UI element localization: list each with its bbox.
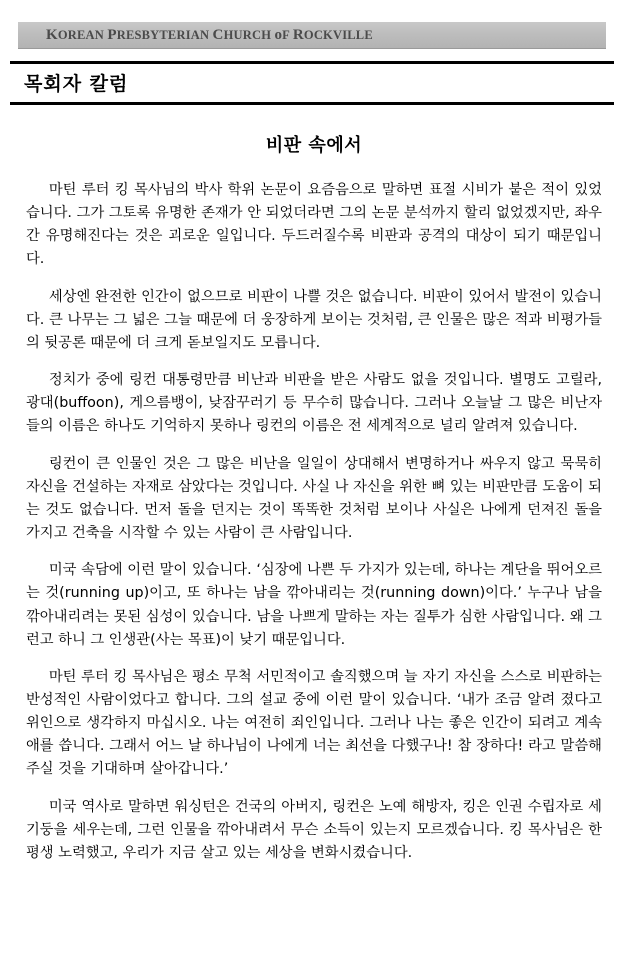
section-header-bar: [10, 61, 614, 105]
article-body: [0, 131, 624, 865]
article-paragraph: 마틴 루터 킹 목사님은 평소 무척 서민적이고 솔직했으며 늘 자기 자신을 스스로 비판하는 반성적인 사람이었다고 합니다. 그의 설교 중에 이런 말이 있습니다. ‘내가 조금 알려 졌다고 위인으로 생각하지 마십시오. 나는 여전히 죄인입니다. 그러나 나는 좋은 인간이 되려고 계속 애를 씁니다. 그래서 어느 날 하나님이 나에게 너는 최선을 다했구나! 참 장하다! 라고 말씀해 주실 것을 기대하며 살아갑니다.’: [26, 668, 602, 778]
article-paragraph: 링컨이 큰 인물인 것은 그 많은 비난을 일일이 상대해서 변명하거나 싸우지 않고 묵묵히 자신을 건설하는 자재로 삼았다는 것입니다. 사실 나 자신을 위한 뼈 있는 비판만큼 도움이 되는 것도 없습니다. 먼저 돌을 던지는 것이 똑똑한 것처럼 보이나 사실은 나에게 던져진 돌을 가지고 건축을 시작할 수 있는 사람이 큰 사람입니다.: [26, 455, 602, 542]
masthead-banner: [18, 22, 606, 49]
article-paragraph: 정치가 중에 링컨 대통령만큼 비난과 비판을 받은 사람도 없을 것입니다. 별명도 고릴라, 광대(buffoon), 게으름뱅이, 낮잠꾸러기 등 무수히 많습니다. 그러나 오늘날 그 많은 비난자들의 이름은 하나도 기억하지 못하나 링컨의 이름은 전 세계적으로 널리 알려져 있습니다.: [26, 372, 602, 435]
article-paragraph: 미국 역사로 말하면 워싱턴은 건국의 아버지, 링컨은 노예 해방자, 킹은 인권 수립자로 세 기둥을 세우는데, 그런 인물을 깎아내려서 무슨 소득이 있는지 모르겠습니다. 킹 목사님은 한 평생 노력했고, 우리가 지금 살고 있는 세상을 변화시켰습니다.: [26, 798, 602, 861]
article-title: 비판 속에서: [265, 135, 363, 156]
article-paragraph: 미국 속담에 이런 말이 있습니다. ‘심장에 나쁜 두 가지가 있는데, 하나는 계단을 뛰어오르는 것(running up)이고, 또 하나는 남을 깎아내리는 것(running down)이다.’ 누구나 남을 깎아내리려는 못된 심성이 있습니다. 남을 나쁘게 말하는 자는 질투가 심한 사람입니다. 왜 그런고 하니 그 인생관(사는 목표)이 낮기 때문입니다.: [26, 562, 602, 648]
article-paragraph: 세상엔 완전한 인간이 없으므로 비판이 나쁠 것은 없습니다. 비판이 있어서 발전이 있습니다. 큰 나무는 그 넓은 그늘 때문에 더 웅장하게 보이는 것처럼, 큰 인물은 많은 적과 비평가들의 뒷공론 때문에 더 크게 돋보일지도 모릅니다.: [26, 288, 602, 351]
section-title: 목회자 칼럼: [24, 73, 129, 95]
masthead-title: KOREAN PRESBYTERIAN CHURCH oF ROCKVILLE: [46, 26, 373, 43]
article-paragraph: 마틴 루터 킹 목사님의 박사 학위 논문이 요즘음으로 말하면 표절 시비가 붙은 적이 있었습니다. 그가 그토록 유명한 존재가 안 되었더라면 그의 논문 분석까지 할리 없었겠지만, 좌우간 유명해진다는 것은 괴로운 일입니다. 두드러질수록 비판과 공격의 대상이 되기 때문입니다.: [26, 182, 602, 268]
